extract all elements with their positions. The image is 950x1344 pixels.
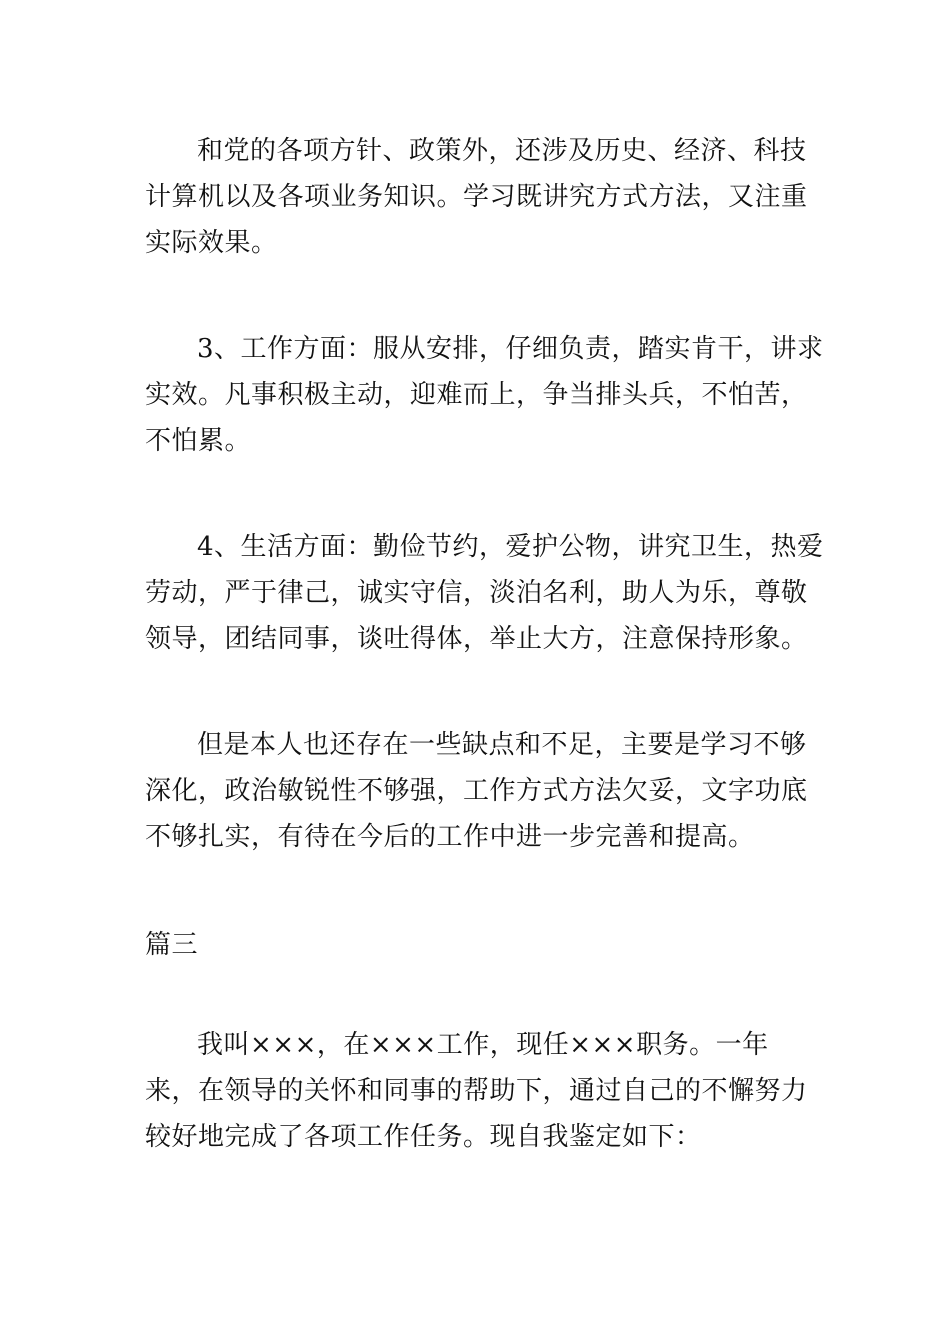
text-line: 4、生活方面：勤俭节约，爱护公物，讲究卫生，热爱 xyxy=(197,532,824,562)
text-line: 不够扎实，有待在今后的工作中进一步完善和提高。 xyxy=(145,822,755,852)
text-line: 和党的各项方针、政策外，还涉及历史、经济、科技 xyxy=(197,136,807,166)
text-line: 实际效果。 xyxy=(145,228,278,258)
paragraph-study-content xyxy=(145,128,810,266)
text-line: 我叫×××，在×××工作，现任×××职务。一年 xyxy=(197,1030,769,1060)
section-title: 篇三 xyxy=(145,930,199,960)
text-line: 深化，政治敏锐性不够强，工作方式方法欠妥，文字功底 xyxy=(145,776,808,806)
paragraph-self-introduction xyxy=(145,1022,810,1160)
text-line: 计算机以及各项业务知识。学习既讲究方式方法，又注重 xyxy=(145,182,808,212)
text-line: 较好地完成了各项工作任务。现自我鉴定如下： xyxy=(145,1122,702,1152)
text-line: 来，在领导的关怀和同事的帮助下，通过自己的不懈努力 xyxy=(145,1076,808,1106)
text-line: 劳动，严于律己，诚实守信，淡泊名利，助人为乐，尊敬 xyxy=(145,578,808,608)
text-line: 不怕累。 xyxy=(145,426,252,456)
text-line: 但是本人也还存在一些缺点和不足，主要是学习不够 xyxy=(197,730,807,760)
text-line: 领导，团结同事，谈吐得体，举止大方，注意保持形象。 xyxy=(145,624,808,654)
text-line: 实效。凡事积极主动，迎难而上，争当排头兵，不怕苦， xyxy=(145,380,808,410)
paragraph-work-aspect xyxy=(145,326,824,464)
section-heading xyxy=(145,922,810,968)
paragraph-life-aspect xyxy=(145,524,824,662)
paragraph-shortcomings xyxy=(145,722,810,860)
text-line: 3、工作方面：服从安排，仔细负责，踏实肯干，讲求 xyxy=(197,334,824,364)
